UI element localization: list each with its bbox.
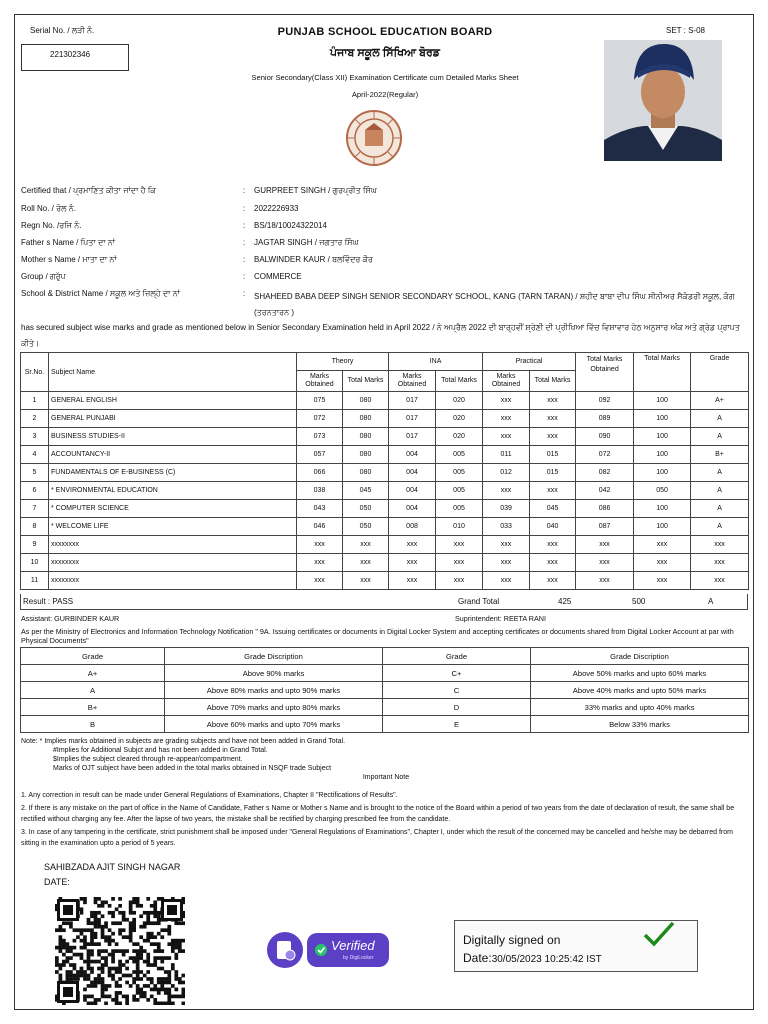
table-cell: 050 <box>343 518 389 536</box>
table-cell: 005 <box>436 464 483 482</box>
father-name-label: Father s Name / ਪਿਤਾ ਦਾ ਨਾਂ <box>21 238 116 247</box>
grade-cell: Below 33% marks <box>531 716 749 733</box>
grade-cell: B <box>21 716 165 733</box>
table-cell: 004 <box>389 482 436 500</box>
table-cell: 9 <box>21 536 49 554</box>
table-cell: xxx <box>530 554 576 572</box>
grade-cell: Above 80% marks and upto 90% marks <box>165 682 383 699</box>
table-cell: xxxxxxxx <box>49 554 297 572</box>
important-note-item: 1. Any correction in result can be made under General Regulations of Examinations, Chapter II "Rectifications of Results". <box>21 792 398 799</box>
grade-table-body <box>21 665 749 733</box>
table-cell: 072 <box>297 410 343 428</box>
table-cell: xxx <box>530 482 576 500</box>
table-cell: xxx <box>436 536 483 554</box>
table-cell: 039 <box>483 500 530 518</box>
grade-row <box>21 665 749 682</box>
table-cell: xxx <box>483 536 530 554</box>
table-cell: A+ <box>691 392 749 410</box>
table-cell: xxxxxxxx <box>49 536 297 554</box>
table-cell: xxx <box>691 572 749 590</box>
table-cell: xxx <box>389 572 436 590</box>
father-name-value: JAGTAR SINGH / ਜਗਤਾਰ ਸਿੰਘ <box>254 238 359 247</box>
table-cell: A <box>691 464 749 482</box>
table-cell: A <box>691 482 749 500</box>
result-status: Result : PASS <box>23 597 74 606</box>
table-cell: 033 <box>483 518 530 536</box>
table-cell: xxx <box>436 554 483 572</box>
table-cell: 090 <box>576 428 634 446</box>
table-cell: 100 <box>634 464 691 482</box>
mother-name-label: Mother s Name / ਮਾਤਾ ਦਾ ਨਾਂ <box>21 255 117 264</box>
table-cell: 017 <box>389 392 436 410</box>
table-cell: B+ <box>691 446 749 464</box>
grade-header-1: Grade <box>21 648 165 665</box>
table-cell: 012 <box>483 464 530 482</box>
table-cell: xxx <box>483 572 530 590</box>
col-ina: INA <box>389 353 483 371</box>
result-row <box>20 594 748 610</box>
grade-cell: Above 70% marks and upto 80% marks <box>165 699 383 716</box>
table-cell: 11 <box>21 572 49 590</box>
table-cell: 082 <box>576 464 634 482</box>
table-cell: 080 <box>343 410 389 428</box>
table-row <box>21 482 749 500</box>
table-row <box>21 464 749 482</box>
table-cell: 080 <box>343 428 389 446</box>
table-cell: xxx <box>634 554 691 572</box>
table-cell: BUSINESS STUDIES-II <box>49 428 297 446</box>
notes <box>21 737 751 773</box>
table-cell: 017 <box>389 428 436 446</box>
table-cell: xxx <box>297 572 343 590</box>
important-note-item: 2. If there is any mistake on the part of office in the Name of Candidate, Father s Name or Mother s Name and is brought to the notice of the Board within a period of two years from the date of declaration of result, the same shall be rectified without charging any fee. After the lapse of two years, the mistake shall be rectified by charging prescribed fee from the candidate. <box>21 805 735 823</box>
table-cell: 015 <box>530 446 576 464</box>
table-cell: 073 <box>297 428 343 446</box>
table-cell: 7 <box>21 500 49 518</box>
table-cell: 080 <box>343 464 389 482</box>
important-note-title: Important Note <box>362 774 410 781</box>
table-cell: 087 <box>576 518 634 536</box>
check-icon <box>643 921 675 947</box>
board-name-punjabi: ਪੰਜਾਬ ਸਕੂਲ ਸਿੱਖਿਆ ਬੋਰਡ <box>330 47 440 59</box>
table-cell: 080 <box>343 392 389 410</box>
table-cell: 004 <box>389 446 436 464</box>
table-cell: 8 <box>21 518 49 536</box>
theory-total-header: Total Marks <box>343 371 389 392</box>
grade-row <box>21 699 749 716</box>
table-cell: xxx <box>634 572 691 590</box>
school-value: SHAHEED BABA DEEP SINGH SENIOR SECONDARY SCHOOL, KANG (TARN TARAN) / ਸ਼ਹੀਦ ਬਾਬਾ ਦੀਪ ਸਿੰਘ ਸੀਨੀਅਰ ਸੈਕੰਡਰੀ ਸਕੂਲ, ਕੰਗ (ਤਰਨਤਾਰਨ ) <box>254 292 735 317</box>
student-photo <box>604 40 722 161</box>
board-name-english: PUNJAB SCHOOL EDUCATION BOARD <box>277 26 493 38</box>
grand-grade: A <box>708 597 714 606</box>
theory-obtained-header: Marks Obtained <box>297 371 343 392</box>
result-statement: has secured subject wise marks and grade as mentioned below in Senior Secondary Examination held in April 2022 / ਨੇ ਅਪ੍ਰੈਲ 2022 ਦੀ ਬਾਰ੍ਹਵੀਂ ਸ਼੍ਰੇਣੀ ਦੀ ਪ੍ਰੀਖਿਆ ਵਿੱਚ ਵਿਸ਼ਾਵਾਰ ਹੇਠ ਅਨੁਸਾਰ ਅੰਕ ਅਤੇ ਗ੍ਰੇਡ ਪ੍ਰਾਪਤ ਕੀਤੇ। <box>21 323 740 348</box>
table-cell: 6 <box>21 482 49 500</box>
signed-date-value: 30/05/2023 10:25:42 IST <box>491 954 602 965</box>
table-cell: 045 <box>530 500 576 518</box>
verified-label: Verified <box>331 938 375 953</box>
table-cell: xxx <box>576 554 634 572</box>
serial-label: Serial No. / ਲੜੀ ਨੰ. <box>30 26 95 35</box>
grade-cell: A <box>21 682 165 699</box>
table-cell: xxx <box>389 536 436 554</box>
table-cell: 020 <box>436 428 483 446</box>
note-line: Note: * Implies marks obtained in subjects are grading subjects and have not been added in Grand Total. <box>21 738 346 745</box>
table-cell: 100 <box>634 392 691 410</box>
table-cell: xxx <box>343 554 389 572</box>
table-cell: 045 <box>343 482 389 500</box>
table-cell: xxx <box>483 482 530 500</box>
table-row <box>21 500 749 518</box>
table-cell: 020 <box>436 392 483 410</box>
table-cell: 092 <box>576 392 634 410</box>
table-cell: xxx <box>297 554 343 572</box>
table-cell: 040 <box>530 518 576 536</box>
table-cell: 086 <box>576 500 634 518</box>
table-cell: 005 <box>436 500 483 518</box>
table-cell: xxxxxxxx <box>49 572 297 590</box>
table-cell: 042 <box>576 482 634 500</box>
certificate-subtitle: Senior Secondary(Class XII) Examination Certificate cum Detailed Marks Sheet <box>251 73 519 82</box>
table-cell: ACCOUNTANCY-II <box>49 446 297 464</box>
serial-number: 221302346 <box>21 44 129 71</box>
practical-total-header: Total Marks <box>530 371 576 392</box>
table-cell: A <box>691 518 749 536</box>
exam-session: April-2022(Regular) <box>351 90 419 99</box>
table-row <box>21 554 749 572</box>
table-cell: xxx <box>530 536 576 554</box>
signed-date <box>463 951 602 965</box>
table-cell: A <box>691 428 749 446</box>
table-cell: FUNDAMENTALS OF E-BUSINESS (C) <box>49 464 297 482</box>
roll-no-value: 2022226933 <box>254 204 299 213</box>
digilocker-verified-badge <box>263 930 391 970</box>
board-emblem <box>344 106 404 170</box>
note-line: $Implies the subject cleared through re-appear/compartment. <box>53 756 243 763</box>
col-grade: Grade <box>691 353 749 392</box>
col-theory: Theory <box>297 353 389 371</box>
grade-row <box>21 716 749 733</box>
table-row <box>21 536 749 554</box>
table-cell: 100 <box>634 428 691 446</box>
table-row <box>21 410 749 428</box>
regn-no-label: Regn No. /ਰਜਿ ਨੰ. <box>21 221 82 230</box>
digital-signature-box <box>454 920 698 972</box>
table-row <box>21 518 749 536</box>
table-row <box>21 392 749 410</box>
grade-cell: E <box>383 716 531 733</box>
table-cell: 046 <box>297 518 343 536</box>
grade-row <box>21 682 749 699</box>
table-cell: * ENVIRONMENTAL EDUCATION <box>49 482 297 500</box>
grade-desc-header-2: Grade Discription <box>531 648 749 665</box>
table-cell: 089 <box>576 410 634 428</box>
grade-table <box>20 647 749 733</box>
table-cell: 072 <box>576 446 634 464</box>
table-cell: 2 <box>21 410 49 428</box>
table-cell: 004 <box>389 464 436 482</box>
table-cell: 010 <box>436 518 483 536</box>
ina-obtained-header: Marks Obtained <box>389 371 436 392</box>
digilocker-notification: As per the Ministry of Electronics and Information Technology Notification " 9A. Issuing certificates or documents in Digital Locker System and accepting certificates or documents shared from Digital Locker Account at par with Physical Documents" <box>21 627 734 645</box>
table-cell: xxx <box>297 536 343 554</box>
table-cell: 3 <box>21 428 49 446</box>
practical-obtained-header: Marks Obtained <box>483 371 530 392</box>
table-cell: 017 <box>389 410 436 428</box>
grade-cell: C <box>383 682 531 699</box>
col-practical: Practical <box>483 353 576 371</box>
table-cell: 008 <box>389 518 436 536</box>
grade-cell: A+ <box>21 665 165 682</box>
table-cell: xxx <box>483 410 530 428</box>
signed-label: Digitally signed on <box>463 933 561 947</box>
table-cell: A <box>691 500 749 518</box>
table-cell: xxx <box>530 572 576 590</box>
group-value: COMMERCE <box>254 272 302 281</box>
marks-table <box>20 352 749 590</box>
table-cell: xxx <box>530 392 576 410</box>
table-cell: 10 <box>21 554 49 572</box>
table-cell: xxx <box>389 554 436 572</box>
mother-name-value: BALWINDER KAUR / ਬਲਵਿੰਦਰ ਕੌਰ <box>254 255 373 264</box>
grade-cell: D <box>383 699 531 716</box>
roll-no-label: Roll No. / ਰੋਲ ਨੰ. <box>21 204 76 213</box>
school-label: School & District Name / ਸਕੂਲ ਅਤੇ ਜ਼ਿਲ੍ਹੇ ਦਾ ਨਾਂ <box>21 289 180 298</box>
grand-total-max: 500 <box>632 597 646 606</box>
table-cell: xxx <box>530 410 576 428</box>
table-cell: 011 <box>483 446 530 464</box>
table-cell: 075 <box>297 392 343 410</box>
table-cell: 038 <box>297 482 343 500</box>
table-cell: xxx <box>530 428 576 446</box>
verified-sublabel: by DigiLocker <box>343 955 374 961</box>
issue-place: SAHIBZADA AJIT SINGH NAGAR <box>44 862 181 872</box>
table-cell: 050 <box>634 482 691 500</box>
issue-date-label: DATE: <box>44 877 70 887</box>
important-notes <box>21 790 747 851</box>
grade-cell: Above 50% marks and upto 60% marks <box>531 665 749 682</box>
group-label: Group / ਗਰੁੱਪ <box>21 272 66 281</box>
table-cell: 100 <box>634 518 691 536</box>
superintendent-name: Suprintendent: REETA RANI <box>455 614 546 623</box>
table-cell: 050 <box>343 500 389 518</box>
col-total-marks: Total Marks <box>634 353 691 392</box>
student-name-value: GURPREET SINGH / ਗੁਰਪ੍ਰੀਤ ਸਿੰਘ <box>254 186 377 195</box>
grade-cell: Above 60% marks and upto 70% marks <box>165 716 383 733</box>
table-cell: 066 <box>297 464 343 482</box>
grade-cell: 33% marks and upto 40% marks <box>531 699 749 716</box>
table-cell: 005 <box>436 446 483 464</box>
grade-cell: C+ <box>383 665 531 682</box>
table-cell: xxx <box>483 392 530 410</box>
table-cell: xxx <box>691 536 749 554</box>
table-cell: 5 <box>21 464 49 482</box>
qr-code[interactable] <box>55 897 185 1005</box>
col-subject: Subject Name <box>49 353 297 392</box>
table-cell: 100 <box>634 410 691 428</box>
table-cell: 004 <box>389 500 436 518</box>
marks-table-body <box>21 392 749 590</box>
table-cell: 015 <box>530 464 576 482</box>
grade-cell: Above 40% marks and upto 50% marks <box>531 682 749 699</box>
table-cell: GENERAL PUNJABI <box>49 410 297 428</box>
set-code: SET : S-08 <box>666 26 705 35</box>
col-srno: Sr.No. <box>21 353 49 392</box>
table-cell: xxx <box>576 572 634 590</box>
table-row <box>21 428 749 446</box>
table-cell: xxx <box>343 536 389 554</box>
grand-total-obtained: 425 <box>558 597 572 606</box>
signed-date-label: Date: <box>463 951 492 965</box>
table-cell: 080 <box>343 446 389 464</box>
table-cell: xxx <box>634 536 691 554</box>
table-cell: xxx <box>483 554 530 572</box>
student-name-label: Certified that / ਪ੍ਰਮਾਣਿਤ ਕੀਤਾ ਜਾਂਦਾ ਹੈ ਕਿ <box>21 186 156 195</box>
grand-total-label: Grand Total <box>458 597 500 606</box>
table-cell: 020 <box>436 410 483 428</box>
ina-total-header: Total Marks <box>436 371 483 392</box>
table-cell: 100 <box>634 446 691 464</box>
table-cell: xxx <box>436 572 483 590</box>
table-cell: xxx <box>483 428 530 446</box>
grade-header-2: Grade <box>383 648 531 665</box>
col-total-obtained: Total Marks Obtained <box>576 353 634 392</box>
grade-cell: Above 90% marks <box>165 665 383 682</box>
table-cell: 043 <box>297 500 343 518</box>
table-cell: * COMPUTER SCIENCE <box>49 500 297 518</box>
table-cell: 057 <box>297 446 343 464</box>
important-note-item: 3. In case of any tampering in the certificate, strict punishment shall be imposed under "General Regulations of Examinations", Chapter I, under which the result of the concerned may be cancelled and he/she may be debarred from sitting in the examination upto a period of 5 years. <box>21 829 733 847</box>
table-cell: 100 <box>634 500 691 518</box>
table-cell: xxx <box>343 572 389 590</box>
table-cell: xxx <box>576 536 634 554</box>
grade-desc-header-1: Grade Discription <box>165 648 383 665</box>
table-cell: 005 <box>436 482 483 500</box>
table-row <box>21 446 749 464</box>
regn-no-value: BS/18/10024322014 <box>254 221 327 230</box>
table-cell: xxx <box>691 554 749 572</box>
table-cell: 4 <box>21 446 49 464</box>
table-row <box>21 572 749 590</box>
note-line: Marks of OJT subject have been added in the total marks obtained in NSQF trade Subject <box>53 765 332 772</box>
table-cell: GENERAL ENGLISH <box>49 392 297 410</box>
assistant-name: Assistant: GURBINDER KAUR <box>21 614 120 623</box>
table-cell: A <box>691 410 749 428</box>
table-cell: * WELCOME LIFE <box>49 518 297 536</box>
grade-cell: B+ <box>21 699 165 716</box>
table-cell: 1 <box>21 392 49 410</box>
note-line: #Implies for Additional Subjct and has not been added in Grand Total. <box>53 747 268 754</box>
